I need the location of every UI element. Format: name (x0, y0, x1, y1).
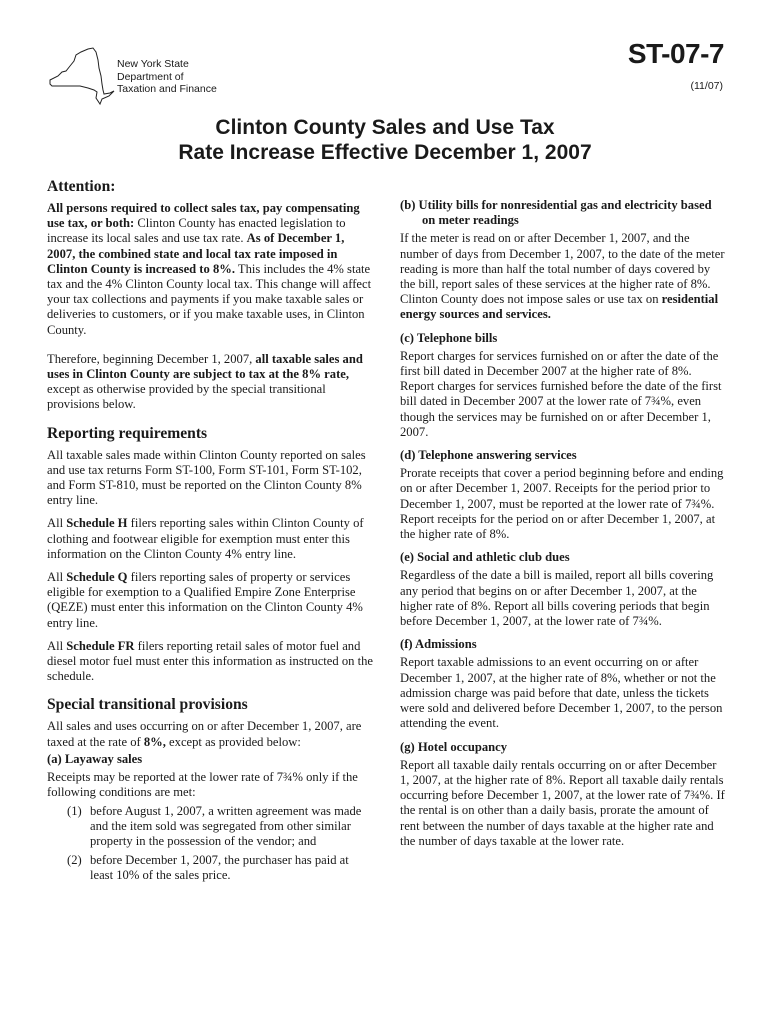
agency-name (117, 58, 217, 96)
telephone-bills-text: Report charges for services furnished on or after the date of the first bill dated in December 2007 at the higher rate of 8%. Report charges for services furnished before the date of the first bill dated in December 2007 at the lower rate of 7¾%, even though the services may be furnished on or after December 1, 2007. (400, 348, 722, 439)
club-dues-text: Regardless of the date a bill is mailed, report all bills covering any period that begins on or after December 1, 2007, at the higher rate of 8%. Report all bills covering periods that begin before December 1, 2007, at the lower rate of 7¾%. (400, 568, 714, 629)
bold-text: Schedule Q (66, 570, 128, 585)
bold-text: Schedule H (66, 516, 128, 531)
transitional-heading: Special transitional provisions (47, 696, 248, 714)
utility-bills-text (400, 231, 726, 322)
text: except as otherwise provided by the special transitional provisions below. (47, 382, 326, 412)
form-number: ST-07-7 (627, 38, 724, 69)
agency-line: Department of (117, 70, 184, 83)
list-text: before August 1, 2007, a written agreement was made and the item sold was segregated from other similar property in the possession of the vendor; and (90, 803, 362, 848)
hotel-occupancy-text: Report all taxable daily rentals occurring on or after December 1, 2007, at the higher rate of 8%. Report all taxable daily rentals occurring before December 1, 2007, at the lower rate of 7¾%. If the rental is on other than a daily basis, prorate the amount of rent between the number of days taxable at the higher rate and the number of days taxable at the lower rate. (400, 757, 725, 848)
text: All (47, 570, 67, 585)
admissions-heading: (f) Admissions (400, 637, 477, 652)
club-dues-heading: (e) Social and athletic club dues (400, 550, 570, 565)
text: All (47, 638, 67, 653)
reporting-heading: Reporting requirements (47, 424, 208, 442)
schedule-h-paragraph (47, 516, 373, 562)
text: filers reporting retail sales of motor fuel and diesel motor fuel must enter this information as instructed on the schedule. (47, 638, 373, 684)
layaway-conditions-list (47, 804, 373, 884)
form-date: (11/07) (690, 80, 723, 92)
text: filers reporting sales within Clinton County of clothing and footwear eligible for exemption must enter this information on the Clinton County 4% entry line. (47, 516, 364, 561)
bold-text: residential energy sources and services. (400, 292, 719, 322)
schedule-q-paragraph (47, 570, 373, 631)
list-item (47, 853, 373, 883)
bold-text: As of December 1, 2007, the combined state and local tax rate imposed in Clinton County is increased to 8%. (47, 231, 345, 276)
text: filers reporting sales of property or services eligible for exemption to a Qualified Empire Zone Enterprise (QEZE) must enter this information on the Clinton County 4% entry line. (47, 570, 363, 630)
attention-paragraph-1 (47, 201, 373, 338)
list-number: (2) (67, 853, 82, 868)
document-title (0, 115, 770, 165)
left-column (47, 178, 373, 888)
title-line-1: Clinton County Sales and Use Tax (215, 116, 555, 139)
text: If the meter is read on or after December 1, 2007, and the number of days from December 1, 2007, to the date of the meter reading is more than half the total number of days covered by the bill, report sales of these services at the higher rate of 8%. Clinton County does not impose sales or use tax on (400, 231, 725, 307)
right-column (400, 198, 726, 857)
text: All sales and uses occurring on or after December 1, 2007, are taxed at the rate of (47, 719, 362, 749)
attention-paragraph-2 (47, 352, 373, 413)
text: Therefore, beginning December 1, 2007, (47, 351, 256, 366)
bold-text: 8%, (143, 734, 166, 749)
utility-bills-heading: (b) Utility bills for nonresidential gas and electricity based on meter readings (400, 198, 712, 228)
layaway-text: Receipts may be reported at the lower rate of 7¾% only if the following conditions are met: (47, 770, 358, 800)
bold-text: Schedule FR (66, 638, 135, 653)
ny-state-map-logo (44, 44, 116, 106)
reporting-paragraph: All taxable sales made within Clinton County reported on sales and use tax returns Form ST-100, Form ST-101, Form ST-102, and Form ST-810, must be reported on the Clinton County 8% entry line. (47, 447, 366, 508)
text: Clinton County has enacted legislation to increase its local sales and use tax rate. (47, 216, 346, 246)
text: All (47, 516, 67, 531)
transitional-intro (47, 719, 373, 749)
bold-text: All persons required to collect sales tax, pay compensating use tax, or both: (47, 201, 360, 231)
layaway-heading: (a) Layaway sales (47, 751, 143, 766)
answering-services-heading: (d) Telephone answering services (400, 448, 577, 463)
answering-services-text: Prorate receipts that cover a period beginning before and ending on or after December 1, 2007. Receipts for the period prior to December 1, 2007, must be reported at the lower rate of 7¾%. Report receipts for the period on or after December 1, 2007, at the higher rate of 8%. (400, 466, 724, 542)
attention-heading: Attention: (47, 178, 116, 195)
schedule-fr-paragraph (47, 639, 373, 685)
text: This includes the 4% state tax and the 4% Clinton County local tax. This change will affect your tax collections and payments if you make taxable sales or deliveries to customers, or if you make taxable uses, in Clinton County. (47, 261, 372, 337)
text: except as provided below: (165, 734, 301, 749)
list-number: (1) (67, 803, 82, 818)
title-line-2: Rate Increase Effective December 1, 2007 (178, 141, 592, 164)
hotel-occupancy-heading: (g) Hotel occupancy (400, 739, 508, 754)
admissions-text: Report taxable admissions to an event occurring on or after December 1, 2007, at the higher rate of 8%, whether or not the admission charge was paid before that date, unless the tickets were sold and delivered before December 1, 2007, to the person attending the event. (400, 655, 723, 731)
list-text: before December 1, 2007, the purchaser has paid at least 10% of the sales price. (90, 853, 349, 883)
agency-line: New York State (117, 58, 189, 70)
list-item (47, 804, 373, 850)
telephone-bills-heading: (c) Telephone bills (400, 330, 498, 345)
bold-text: all taxable sales and uses in Clinton County are subject to tax at the 8% rate, (47, 351, 363, 382)
agency-line: Taxation and Finance (117, 83, 217, 95)
